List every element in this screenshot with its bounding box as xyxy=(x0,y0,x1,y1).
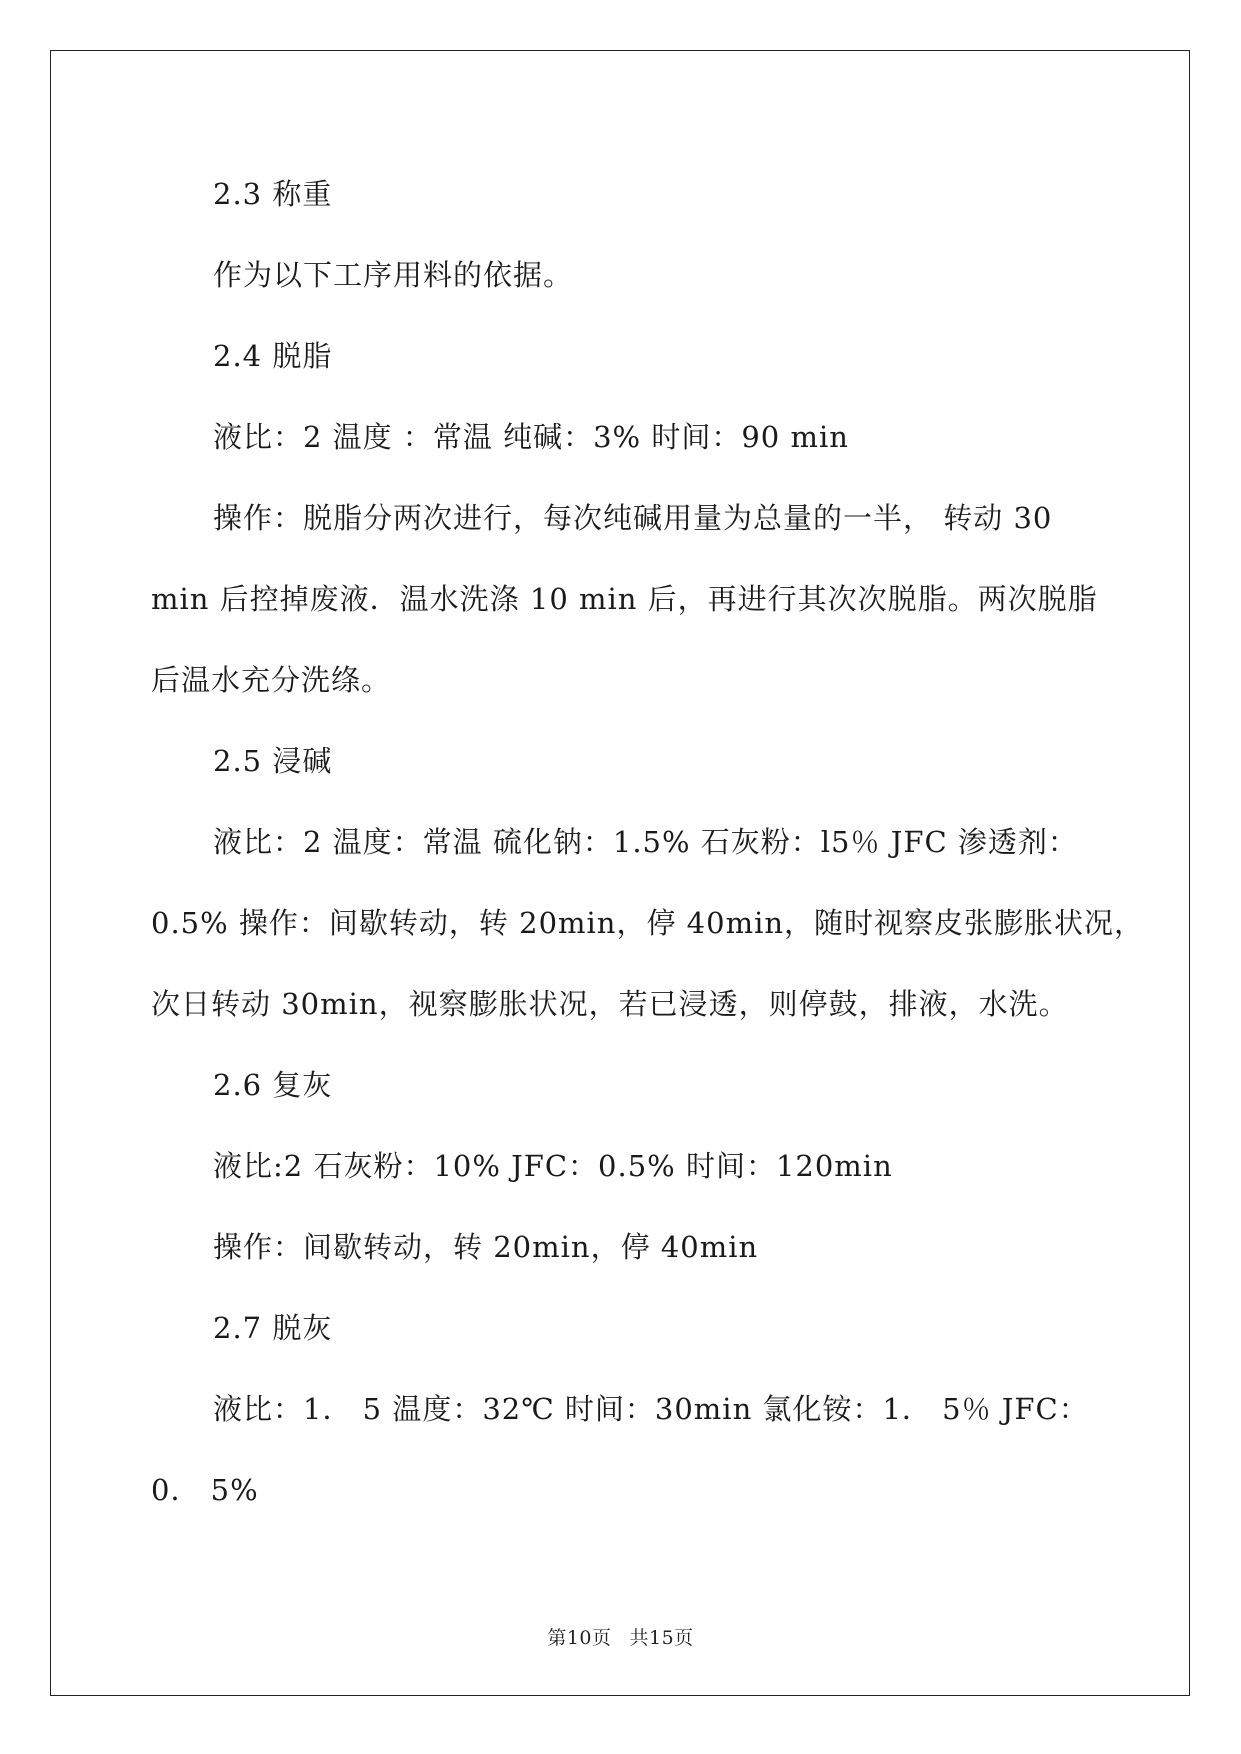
section-heading-2-5: 2.5 浸碱 xyxy=(213,744,333,778)
paragraph-line: 作为以下工序用料的依据。 xyxy=(213,258,574,292)
page-total: 共15页 xyxy=(629,1627,694,1649)
page-number: 第10页 xyxy=(547,1627,612,1649)
paragraph-line: 液比:2 石灰粉：10% JFC：0.5% 时间：120min xyxy=(213,1149,893,1183)
paragraph-line: 后温水充分洗绦。 xyxy=(151,663,392,697)
paragraph-line: 液比：2 温度：常温 硫化钠：1.5% 石灰粉：l5％ JFC 渗透剂： xyxy=(213,825,1078,859)
paragraph-line: 0.5% 操作：间歇转动，转 20min，停 40min，随时视察皮张膨胀状况， xyxy=(151,906,1145,940)
page-footer xyxy=(0,1626,1241,1650)
section-heading-2-7: 2.7 脱灰 xyxy=(213,1311,333,1345)
paragraph-line: 次日转动 30min，视察膨胀状况，若已浸透，则停鼓，排液，水洗。 xyxy=(151,987,1069,1021)
paragraph-line: 液比：2 温度 ：常温 纯碱：3% 时间：90 min xyxy=(213,420,849,454)
section-heading-2-6: 2.6 复灰 xyxy=(213,1068,333,1102)
paragraph-line: 操作：脱脂分两次进行，每次纯碱用量为总量的一半， 转动 30 xyxy=(213,501,1053,535)
section-heading-2-3: 2.3 称重 xyxy=(213,177,333,211)
page-border xyxy=(50,50,1190,1696)
paragraph-line: 操作：间歇转动，转 20min，停 40min xyxy=(213,1230,759,1264)
section-heading-2-4: 2.4 脱脂 xyxy=(213,339,333,373)
paragraph-line: min 后控掉废液．温水洗涤 10 min 后，再进行其次次脱脂。两次脱脂 xyxy=(151,582,1098,616)
paragraph-line: 液比：1． 5 温度：32℃ 时间：30min 氯化铵：1． 5％ JFC： xyxy=(213,1392,1089,1426)
paragraph-line: 0． 5% xyxy=(151,1473,259,1507)
